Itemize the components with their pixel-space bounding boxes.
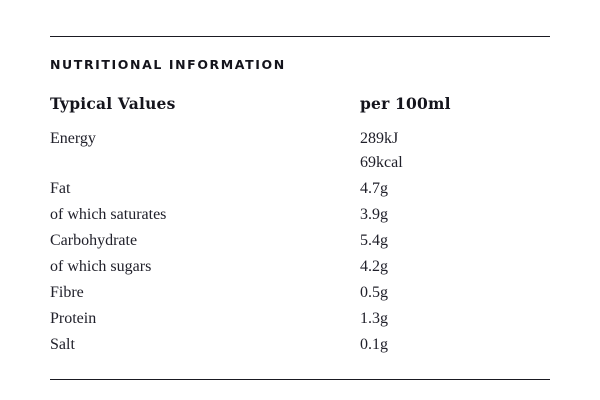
row-label-fibre: Fibre <box>50 284 84 301</box>
row-label-protein: Protein <box>50 310 97 327</box>
row-value-sugars: 4.2g <box>360 258 388 275</box>
table-row <box>50 333 550 359</box>
table-row <box>50 255 550 281</box>
row-label-sugars: of which sugars <box>50 258 152 275</box>
row-label-fat: Fat <box>50 180 71 197</box>
row-value-protein: 1.3g <box>360 310 388 327</box>
row-value-saturates: 3.9g <box>360 206 388 223</box>
table-row <box>50 177 550 203</box>
table-row <box>50 229 550 255</box>
row-label-carbohydrate: Carbohydrate <box>50 232 138 249</box>
table-row <box>50 203 550 229</box>
row-value-salt: 0.1g <box>360 336 388 353</box>
page-title: NUTRITIONAL INFORMATION <box>50 57 286 72</box>
row-value-carbohydrate: 5.4g <box>360 232 388 249</box>
column-header-per-100ml: per 100ml <box>360 94 451 113</box>
column-header-typical-values: Typical Values <box>50 94 176 113</box>
table-header-row <box>50 94 550 127</box>
bottom-divider <box>50 379 550 380</box>
row-value-fibre: 0.5g <box>360 284 388 301</box>
row-label-saturates: of which saturates <box>50 206 167 223</box>
row-value-fat: 4.7g <box>360 180 388 197</box>
row-label-energy-secondary <box>50 151 360 177</box>
nutrition-table <box>50 94 550 359</box>
table-row <box>50 281 550 307</box>
table-row <box>50 127 550 151</box>
row-value-energy-kcal: 69kcal <box>360 154 403 171</box>
table-row <box>50 151 550 177</box>
nutrition-panel <box>50 36 550 380</box>
row-value-energy-kj: 289kJ <box>360 130 399 147</box>
row-label-salt: Salt <box>50 336 75 353</box>
table-row <box>50 307 550 333</box>
row-label-energy: Energy <box>50 130 96 147</box>
top-divider <box>50 36 550 37</box>
